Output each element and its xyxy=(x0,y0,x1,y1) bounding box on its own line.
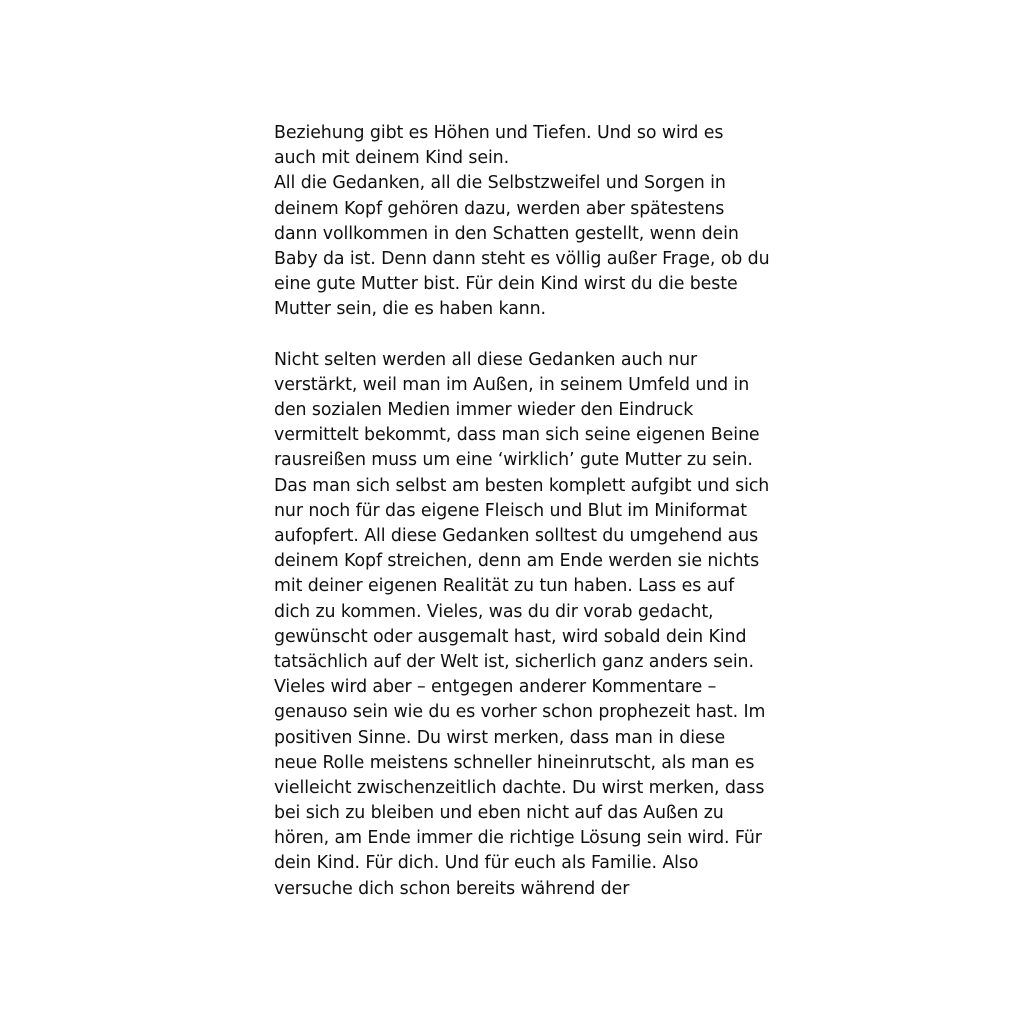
text-line: tatsächlich auf der Welt ist, sicherlich ganz anders sein. xyxy=(274,651,754,672)
text-line: Baby da ist. Denn dann steht es völlig außer Frage, ob du xyxy=(274,248,770,269)
text-line: All die Gedanken, all die Selbstzweifel und Sorgen in xyxy=(274,173,726,194)
text-line: gewünscht oder ausgemalt hast, wird sobald dein Kind xyxy=(274,626,747,647)
text-line: deinem Kopf streichen, denn am Ende werden sie nichts xyxy=(274,551,760,572)
text-line: Mutter sein, die es haben kann. xyxy=(274,299,546,320)
text-line: dich zu kommen. Vieles, was du dir vorab gedacht, xyxy=(274,601,714,622)
text-line: verstärkt, weil man im Außen, in seinem Umfeld und in xyxy=(274,374,750,395)
text-line: neue Rolle meistens schneller hineinrutscht, als man es xyxy=(274,752,755,773)
text-line: vermittelt bekommt, dass man sich seine eigenen Beine xyxy=(274,425,760,446)
text-line: hören, am Ende immer die richtige Lösung sein wird. Für xyxy=(274,828,762,849)
text-line: rausreißen muss um eine ‘wirklich’ gute Mutter zu sein. xyxy=(274,450,753,471)
text-line: bei sich zu bleiben und eben nicht auf das Außen zu xyxy=(274,803,724,824)
body-text xyxy=(274,121,770,902)
text-line: nur noch für das eigene Fleisch und Blut im Miniformat xyxy=(274,500,748,521)
text-line: vielleicht zwischenzeitlich dachte. Du wirst merken, dass xyxy=(274,777,765,798)
text-line: mit deiner eigenen Realität zu tun haben. Lass es auf xyxy=(274,576,735,597)
text-line: Vieles wird aber – entgegen anderer Kommentare – xyxy=(274,677,717,698)
text-line: dein Kind. Für dich. Und für euch als Familie. Also xyxy=(274,853,699,874)
text-line: eine gute Mutter bist. Für dein Kind wirst du die beste xyxy=(274,274,738,295)
paragraph-gap xyxy=(274,323,764,348)
paragraph-1 xyxy=(274,121,770,323)
text-line: Das man sich selbst am besten komplett aufgibt und sich xyxy=(274,475,770,496)
text-line: Nicht selten werden all diese Gedanken auch nur xyxy=(274,349,698,370)
text-line: genauso sein wie du es vorher schon prophezeit hast. Im xyxy=(274,702,766,723)
text-line: versuche dich schon bereits während der xyxy=(274,878,630,899)
text-line: aufopfert. All diese Gedanken solltest du umgehend aus xyxy=(274,526,759,546)
text-line: dann vollkommen in den Schatten gestellt, wenn dein xyxy=(274,223,739,244)
text-line: positiven Sinne. Du wirst merken, dass man in diese xyxy=(274,727,726,748)
text-line: auch mit deinem Kind sein. xyxy=(274,148,510,169)
paragraph-2 xyxy=(274,348,770,902)
text-line: deinem Kopf gehören dazu, werden aber spätestens xyxy=(274,198,725,219)
text-line: Beziehung gibt es Höhen und Tiefen. Und so wird es xyxy=(274,123,724,143)
text-line: den sozialen Medien immer wieder den Eindruck xyxy=(274,400,694,421)
